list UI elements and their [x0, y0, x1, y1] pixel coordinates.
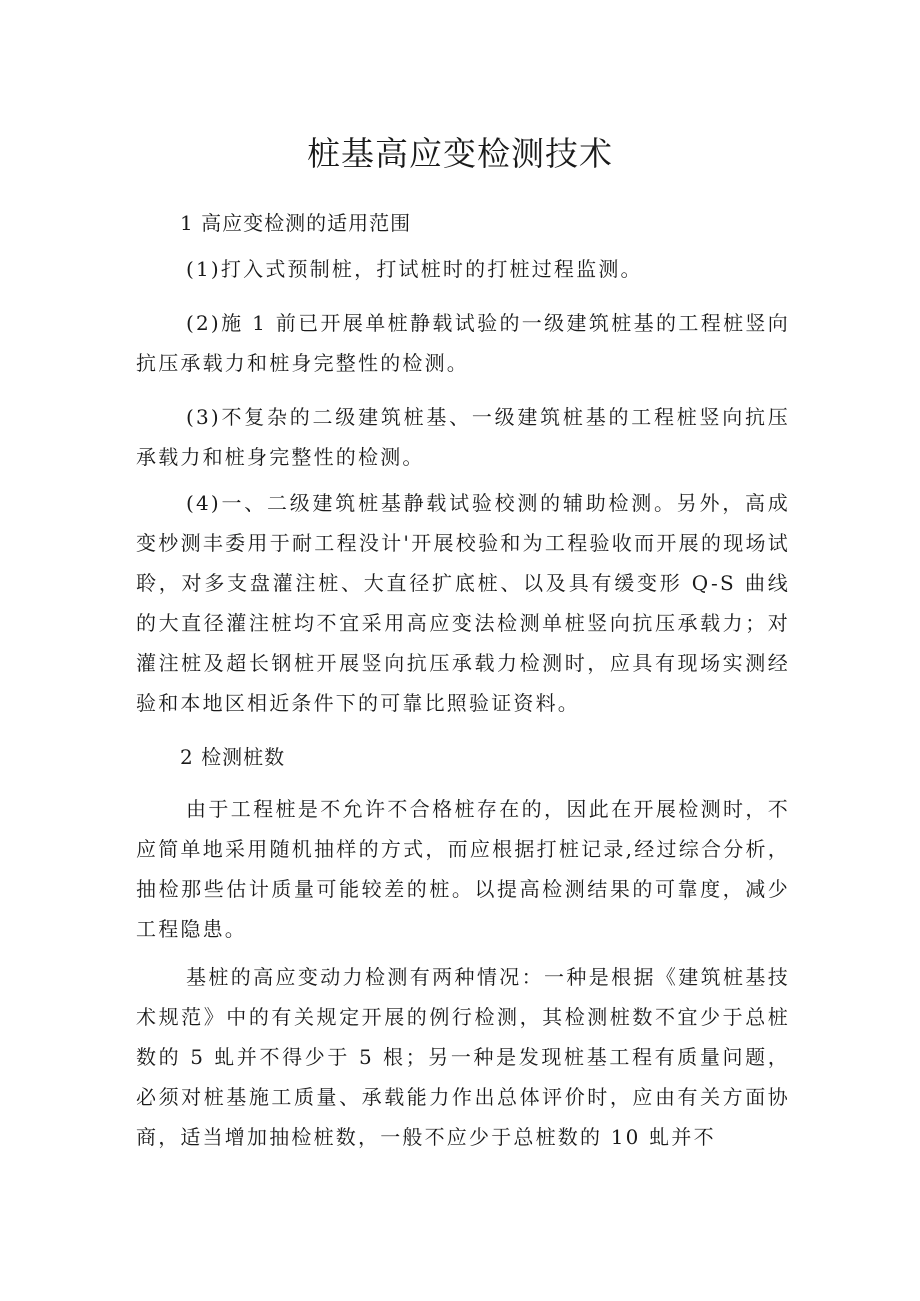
section-heading-scope: 1 高应变检测的适用范围: [180, 211, 412, 235]
paragraph-item-2: (2)施 1 前已开展单桩静载试验的一级建筑桩基的工程桩竖向抗压承载力和桩身完整性的检测。: [136, 311, 790, 375]
section-heading-pile-count: 2 检测桩数: [180, 745, 286, 769]
paragraph-item-1: (1)打入式预制桩，打试桩时的打桩过程监测。: [186, 257, 643, 281]
paragraph-item-3: (3)不复杂的二级建筑桩基、一级建筑桩基的工程桩竖向抗压承载力和桩身完整性的检测。: [136, 405, 790, 469]
paragraph-selection: 由于工程桩是不允许不合格桩存在的，因此在开展检测时，不应简单地采用随机抽样的方式，而应根据打桩记录,经过综合分析，抽检那些估计质量可能较差的桩。以提高检测结果的可靠度，减少工程隐患。: [136, 797, 790, 941]
page-title: 桩基高应变检测技术: [307, 134, 613, 173]
paragraph-test-quantity: 基桩的高应变动力检测有两种情况：一种是根据《建筑桩基技术规范》中的有关规定开展的例行检测，其检测桩数不宜少于总桩数的 5 虬并不得少于 5 根；另一种是发现桩基工程有质量问题，必须对桩基施工质量、承载能力作出总体评价时，应由有关方面协商，适当增加抽检桩数，一般不应少于总桩数的 10 虬并不: [136, 965, 790, 1149]
paragraph-item-4: (4)一、二级建筑桩基静载试验校测的辅助检测。另外，高成变杪测丰委用于耐工程没计'开展校验和为工程验收而开展的现场试聆，对多支盘灌注桩、大直径扩底桩、以及具有缓变形 Q-S 曲线的大直径灌注桩均不宜采用高应变法检测单桩竖向抗压承载力；对灌注桩及超长钢桩开展竖向抗压承载力检测时，应具有现场实测经验和本地区相近条件下的可靠比照验证资料。: [136, 491, 790, 715]
